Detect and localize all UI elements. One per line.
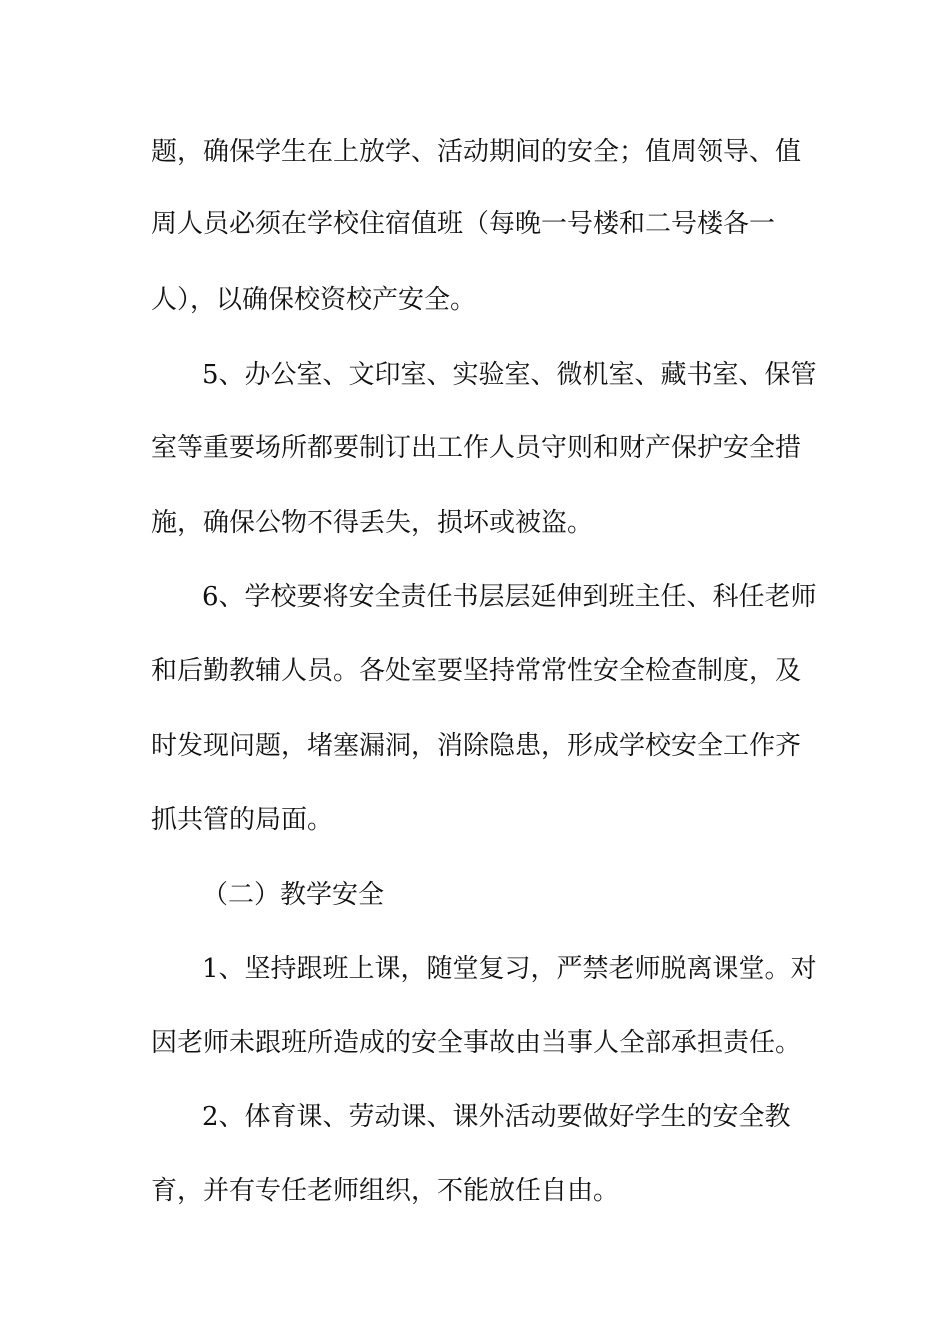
- paragraph-line: 育，并有专任老师组织，不能放任自由。: [151, 1176, 620, 1206]
- section-heading: （二）教学安全: [202, 880, 385, 910]
- paragraph-line: 周人员必须在学校住宿值班（每晚一号楼和二号楼各一: [151, 209, 776, 239]
- paragraph-line: 人），以确保校资校产安全。: [151, 285, 477, 315]
- paragraph-line: 1、坚持跟班上课，随堂复习，严禁老师脱离课堂。对: [202, 954, 817, 984]
- paragraph-line: 6、学校要将安全责任书层层延伸到班主任、科任老师: [202, 582, 817, 612]
- paragraph-line: 施，确保公物不得丢失，损坏或被盗。: [151, 508, 594, 538]
- paragraph-line: 时发现问题，堵塞漏洞，消除隐患，形成学校安全工作齐: [151, 731, 802, 761]
- paragraph-line: 抓共管的局面。: [151, 805, 334, 835]
- paragraph-line: 题，确保学生在上放学、活动期间的安全；值周领导、值: [151, 137, 802, 167]
- paragraph-line: 5、办公室、文印室、实验室、微机室、藏书室、保管: [202, 360, 817, 390]
- paragraph-line: 和后勤教辅人员。各处室要坚持常常性安全检查制度，及: [151, 656, 802, 686]
- paragraph-line: 2、体育课、劳动课、课外活动要做好学生的安全教: [202, 1102, 791, 1132]
- paragraph-line: 因老师未跟班所造成的安全事故由当事人全部承担责任。: [151, 1028, 802, 1058]
- paragraph-line: 室等重要场所都要制订出工作人员守则和财产保护安全措: [151, 433, 802, 463]
